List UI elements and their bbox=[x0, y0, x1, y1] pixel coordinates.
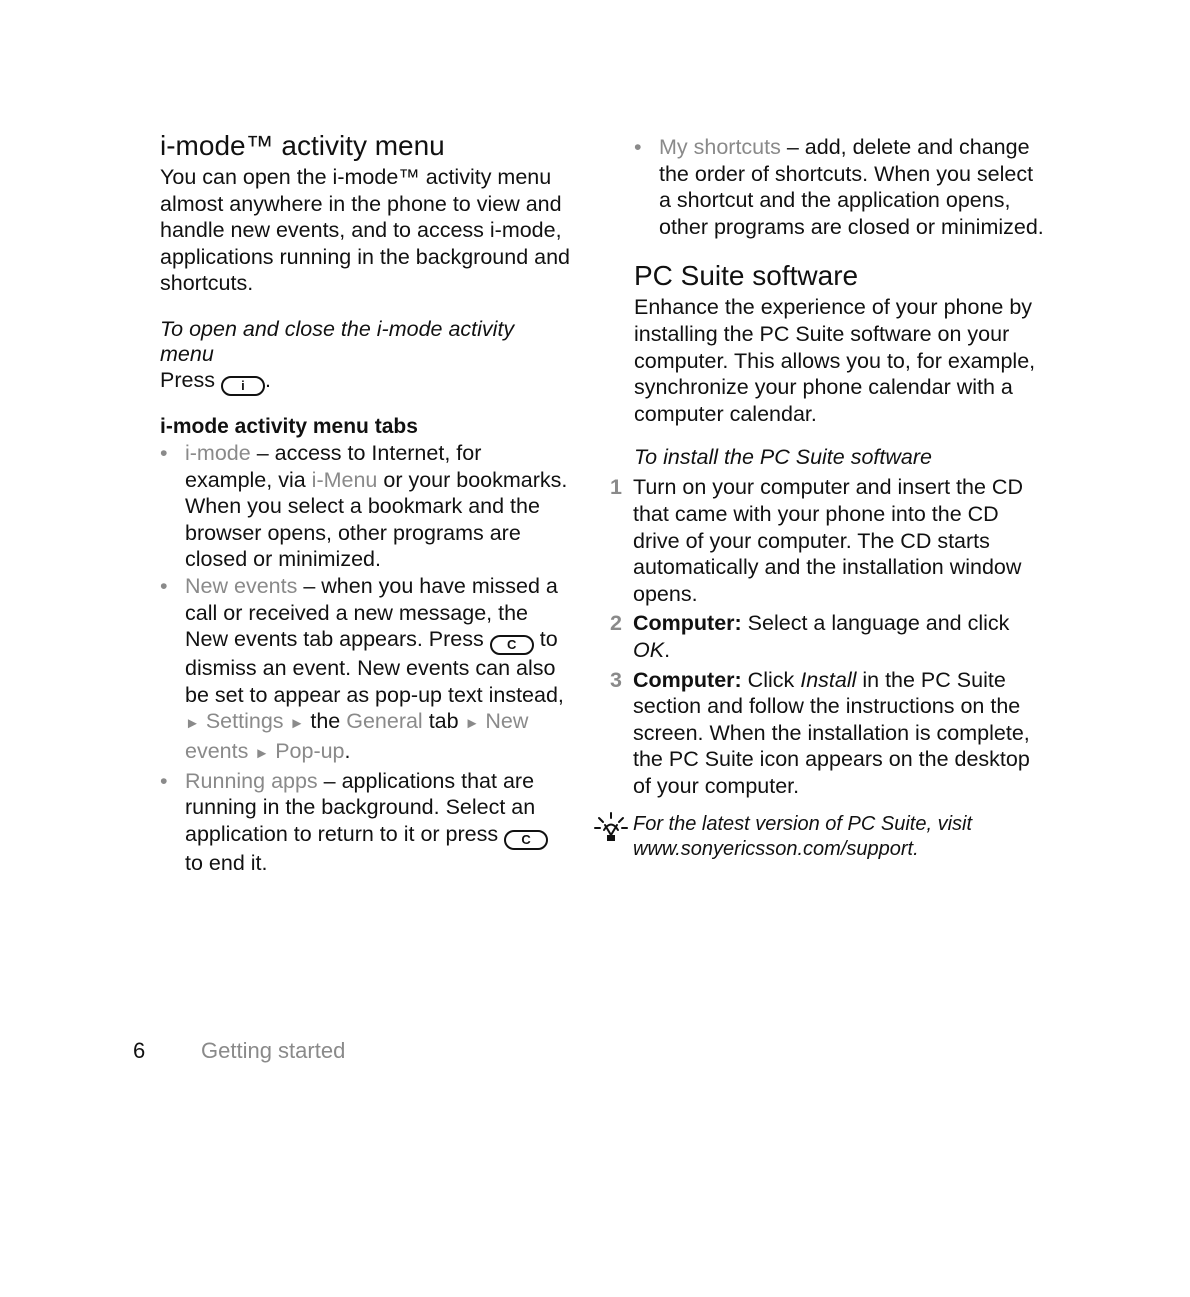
events-text-4: tab bbox=[422, 709, 465, 734]
arrow-icon: ► bbox=[464, 715, 480, 733]
press-text: Press bbox=[160, 367, 215, 392]
step-2-text-2: . bbox=[664, 637, 671, 662]
imode-text-1: – access to Internet, for example, via bbox=[185, 440, 482, 492]
pc-suite-intro: Enhance the experience of your phone by installing the PC Suite software on your computer. This allows you to, for example, synchronize your phone calendar with a computer calendar. bbox=[634, 295, 1036, 426]
step-3-text-1: Click bbox=[741, 667, 801, 692]
term-settings: Settings bbox=[205, 709, 284, 734]
right-column bbox=[610, 134, 1050, 862]
term-imenu: i-Menu bbox=[311, 467, 378, 492]
press-end: . bbox=[264, 367, 271, 392]
step-2-text-1: Select a language and click bbox=[741, 611, 1010, 636]
tip-text: For the latest version of PC Suite, visit www.sonyericsson.com/support. bbox=[633, 813, 973, 861]
left-column bbox=[160, 128, 570, 876]
step-3-label: Computer: bbox=[633, 667, 742, 692]
step-number: 2 bbox=[610, 611, 622, 636]
tip-note bbox=[610, 812, 1050, 862]
step-2-ok: OK bbox=[633, 637, 665, 662]
list-item-imode bbox=[160, 440, 570, 573]
step-2-label: Computer: bbox=[633, 611, 742, 636]
term-imode: i-mode bbox=[185, 440, 251, 465]
term-running-apps: Running apps bbox=[185, 768, 318, 793]
list-item-running-apps bbox=[160, 768, 570, 877]
step-1 bbox=[610, 474, 1050, 607]
term-new-events-setting: New events bbox=[185, 709, 529, 763]
running-text-1: – applications that are running in the background. Select an application to return to it or press bbox=[185, 768, 536, 846]
step-1-text: Turn on your computer and insert the CD that came with your phone into the CD drive of your computer. The CD starts automatically and the installation window opens. bbox=[633, 475, 1023, 606]
tabs-heading: i-mode activity menu tabs bbox=[160, 414, 418, 438]
lightbulb-icon bbox=[594, 811, 628, 845]
bullet-icon: • bbox=[160, 768, 168, 793]
bullet-icon: • bbox=[160, 440, 168, 465]
term-new-events: New events bbox=[185, 573, 298, 598]
step-number: 1 bbox=[610, 475, 622, 500]
section-title-imode: i-mode™ activity menu bbox=[160, 130, 445, 161]
list-item-new-events bbox=[160, 573, 570, 768]
step-number: 3 bbox=[610, 667, 622, 692]
imode-intro: You can open the i-mode™ activity menu almost anywhere in the phone to view and handle new events, and to access i-mode, applications running in the background and shortcuts. bbox=[160, 165, 570, 296]
shortcuts-text: – add, delete and change the order of shortcuts. When you select a shortcut and the application opens, other programs are closed or minimized. bbox=[659, 135, 1044, 239]
running-text-2: to end it. bbox=[185, 850, 268, 875]
bullet-icon: • bbox=[160, 573, 168, 598]
footer-section: Getting started bbox=[201, 1038, 346, 1063]
imode-key-glyph: i bbox=[241, 377, 245, 393]
term-popup: Pop-up bbox=[275, 738, 345, 763]
term-my-shortcuts: My shortcuts bbox=[659, 135, 781, 159]
events-text-3: the bbox=[304, 709, 347, 734]
events-text-5: . bbox=[344, 738, 351, 763]
tabs-list bbox=[160, 440, 570, 876]
events-text-2: to dismiss an event. New events can also be set to appear as pop-up text instead, bbox=[185, 627, 564, 707]
list-item-my-shortcuts bbox=[634, 134, 1050, 240]
bullet-icon: • bbox=[634, 135, 642, 159]
clear-key-glyph: C bbox=[507, 637, 517, 653]
imode-key-icon bbox=[221, 376, 265, 396]
clear-key-icon bbox=[490, 635, 534, 655]
arrow-icon: ► bbox=[254, 744, 270, 762]
shortcuts-list bbox=[634, 134, 1050, 240]
page-number: 6 bbox=[133, 1038, 146, 1063]
imode-text-2: or your bookmarks. When you select a bookmark and the browser opens, other programs are closed or minimized. bbox=[185, 467, 568, 572]
section-title-pc-suite: PC Suite software bbox=[634, 260, 859, 292]
term-general: General bbox=[346, 709, 423, 734]
arrow-icon: ► bbox=[185, 715, 200, 733]
page-footer bbox=[133, 1038, 345, 1064]
step-2 bbox=[610, 610, 1050, 663]
step-3-text-2: in the PC Suite section and follow the instructions on the screen. When the installation is complete, the PC Suite icon appears on the desktop of your computer. bbox=[633, 667, 1030, 798]
howto-title-open-close: To open and close the i-mode activity menu bbox=[160, 316, 515, 366]
step-3 bbox=[610, 667, 1050, 800]
clear-key-icon bbox=[504, 830, 548, 850]
step-3-install: Install bbox=[800, 667, 857, 692]
arrow-icon: ► bbox=[289, 715, 305, 733]
events-text-1: – when you have missed a call or received a new message, the New events tab appears. Press bbox=[185, 573, 558, 652]
clear-key-glyph: C bbox=[521, 831, 531, 847]
press-line bbox=[160, 367, 570, 396]
howto-title-install: To install the PC Suite software bbox=[634, 445, 932, 470]
install-steps bbox=[610, 474, 1050, 799]
